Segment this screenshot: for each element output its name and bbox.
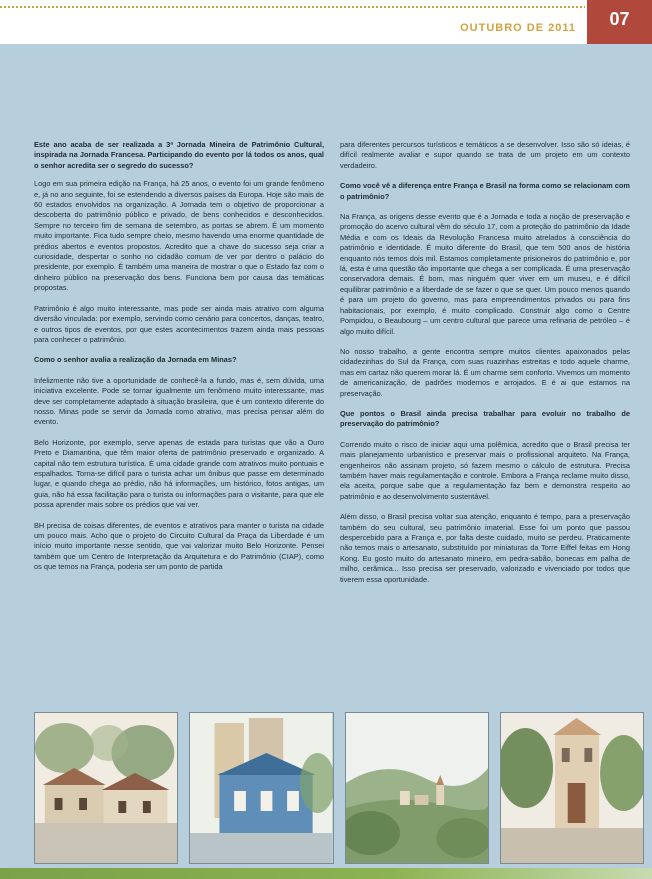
watercolor-church-image [500, 712, 644, 864]
interview-question: Que pontos o Brasil ainda precisa trabalhar para evoluir no trabalho de preservação do patrimônio? [340, 408, 630, 429]
interview-answer: No nosso trabalho, a gente encontra sempre muitos clientes apaixonados pelas cidadezinhas do Sul da França, com suas ruazinhas estreitas e todo aquele charme, mas em cartaz não querem morar lá. É um charme sem conforto. Vivemos um momento de americanização, de padrões modernos e arrojados. E é ai que estamos na preservação. [340, 346, 630, 398]
footer-color-bar [0, 868, 652, 879]
watercolor-houses-image [34, 712, 178, 864]
interview-question: Como o senhor avalia a realização da Jornada em Minas? [34, 355, 237, 365]
interview-answer: Além disso, o Brasil precisa voltar sua atenção, enquanto é tempo, para a preservação também do seu cultural, seu patrimônio imaterial. Esse foi um ponto que passou despercebido para a França e, por falta deste cuidado, muito se perdeu. Praticamente não temos mais o artesanato, substituído por miniaturas da Torre Eiffel feitas em Hong Kong. Eu gosto muito do artesanato mineiro, em pedra-sabão, bonecas em palha de milho, cerâmica... Isso precisa ser preservado, valorizado e vivenciado por todos que tiverem essa oportunidade. [340, 512, 630, 584]
issue-date: OUTUBRO DE 2011 [460, 22, 576, 34]
interview-question: Este ano acaba de ser realizada a 3ª Jornada Mineira de Patrimônio Cultural, inspirada na Jornada Francesa. Participando do evento por lá todos os anos, qual o senhor acredita ser o segredo do sucesso? [34, 140, 324, 170]
page-number: 07 [609, 9, 630, 29]
article-column-left [34, 140, 324, 583]
interview-answer: Infelizmente não tive a oportunidade de conhecê-la a fundo, mas é, sem dúvida, uma iniciativa excelente. Pode se tornar igualmente um fenômeno muito interessante, mas deve ser completamente adaptado à situação brasileira, que é um contexto diferente do nosso. Minas pode se servir da Jornada como atrativo, mas precisa pensar além do evento. [34, 375, 324, 427]
interview-question: Como você vê a diferença entre França e Brasil na forma como se relacionam com o patrimônio? [340, 181, 630, 201]
header-dotted-rule [0, 6, 585, 8]
page-header [0, 0, 652, 44]
article-column-right [340, 140, 630, 595]
watercolor-landscape-image [345, 712, 489, 864]
interview-answer: Na França, as origens desse evento que é a Jornada e toda a noção de preservação e promoção do acervo cultural vêm do século 17, com a proteção do patrimônio da Idade Média e com os Ideais da Revolução Francesa muito atrelados à consciência do patrimônio e identidade. É muito diferente do Brasil, que tem 500 anos de história enquanto nós temos dois mil. Estamos completamente prisioneiros do patrimônio e, por lá, esta é uma questão tão importante que chega a ser complicada. É uma preservação conservadora demais. É bom, mas ninguém quer viver em um museu, e é difícil equilibrar patrimônio e a liberdade de se fazer o que se quer. Um pouco menos quando é para um projeto do governo, mas para empreendimentos privados ou para fins habitacionais, por exemplo, é muito complicado. Construir algo como o Centre Pompidou, o Beaubourg – um centro cultural que parece uma refinaria de petróleo – é algo muito difícil. [340, 212, 630, 336]
page-number-tab [587, 0, 652, 44]
interview-answer: BH precisa de coisas diferentes, de eventos e atrativos para manter o turista na cidade um pouco mais. Acho que o projeto do Circuito Cultural da Praça da Liberdade é um início muito importante nesse sentido, que vai valorizar muito Belo Horizonte. Pensei também que um Centro de Interpretação da Arquitetura e do Patrimônio (CIAP), como os que temos na França, poderia ser um ponto de partida [34, 520, 324, 572]
interview-answer: Belo Horizonte, por exemplo, serve apenas de estada para turistas que vão a Ouro Preto e Diamantina, que têm maior oferta de patrimônio preservado e organizado. A capital não tem estrutura turística. É uma cidade grande com atrativos muito pontuais e espalhados. Torna-se difícil para o turista achar um ônibus que passe em determinado lugar, e quando chega ao prédio, não há informações, um histórico, fotos antigas, um guia, não há essa facilitação para o turista ou informações para o visitante, para que ele possa aprender mais sobre os prédios que vai ver. [34, 437, 324, 510]
interview-answer: Patrimônio é algo muito interessante, mas pode ser ainda mais atrativo com alguma diversão vinculada: por exemplo, servindo como cenário para concertos, danças, teatro, e outros tipos de eventos, por que estes acontecimentos trazem ainda mais pessoas para conhecer o patrimônio. [34, 303, 324, 344]
interview-answer: Logo em sua primeira edição na França, há 25 anos, o evento foi um grande fenômeno e, já no ano seguinte, foi se estendendo a diversos países da Europa. Hoje são mais de 60 estados envolvidos na organização. A Jornada tem o objetivo de proporcionar a descoberta do patrimônio público e privado, de bens conhecidos e desconhecidos. Sempre no terceiro fim de semana de setembro, as portas se abrem. É um momento muito importante. Fica tudo sempre cheio, mesmo havendo uma enorme quantidade de prédios abertos e eventos propostos. Acredito que a chave do sucesso seja criar a curiosidade, despertar o sonho no cidadão comum de ver por dentro o palácio do presidente, por exemplo. É também uma maneira de mostrar o que o Estado faz com o dinheiro público na preservação dos bens. Funciona bem por causa das temáticas propostas. [34, 179, 324, 293]
watercolor-gallery [34, 712, 644, 862]
interview-answer: Correndo muito o risco de iniciar aqui uma polêmica, acredito que o Brasil precisa ter mais planejamento urbanístico e preservar mais o profissional arquiteto. Na França, engenheiros não assinam projeto, só fazem mesmo o cálculo de estrutura. Precisa também haver mais regulamentação e controle. Embora a França reclame muito disso, ela aceita, porque sabe que a regulamentação faz bem e demonstra respeito ao patrimônio e ao desenvolvimento sustentável. [340, 439, 630, 501]
interview-answer: para diferentes percursos turísticos e temáticos a se desenvolver. Isso são só ideias, é difícil realmente avaliar e supor quando se trata de um projeto em um contexto verdadeiro. [340, 140, 630, 170]
watercolor-blue-house-image [189, 712, 333, 864]
